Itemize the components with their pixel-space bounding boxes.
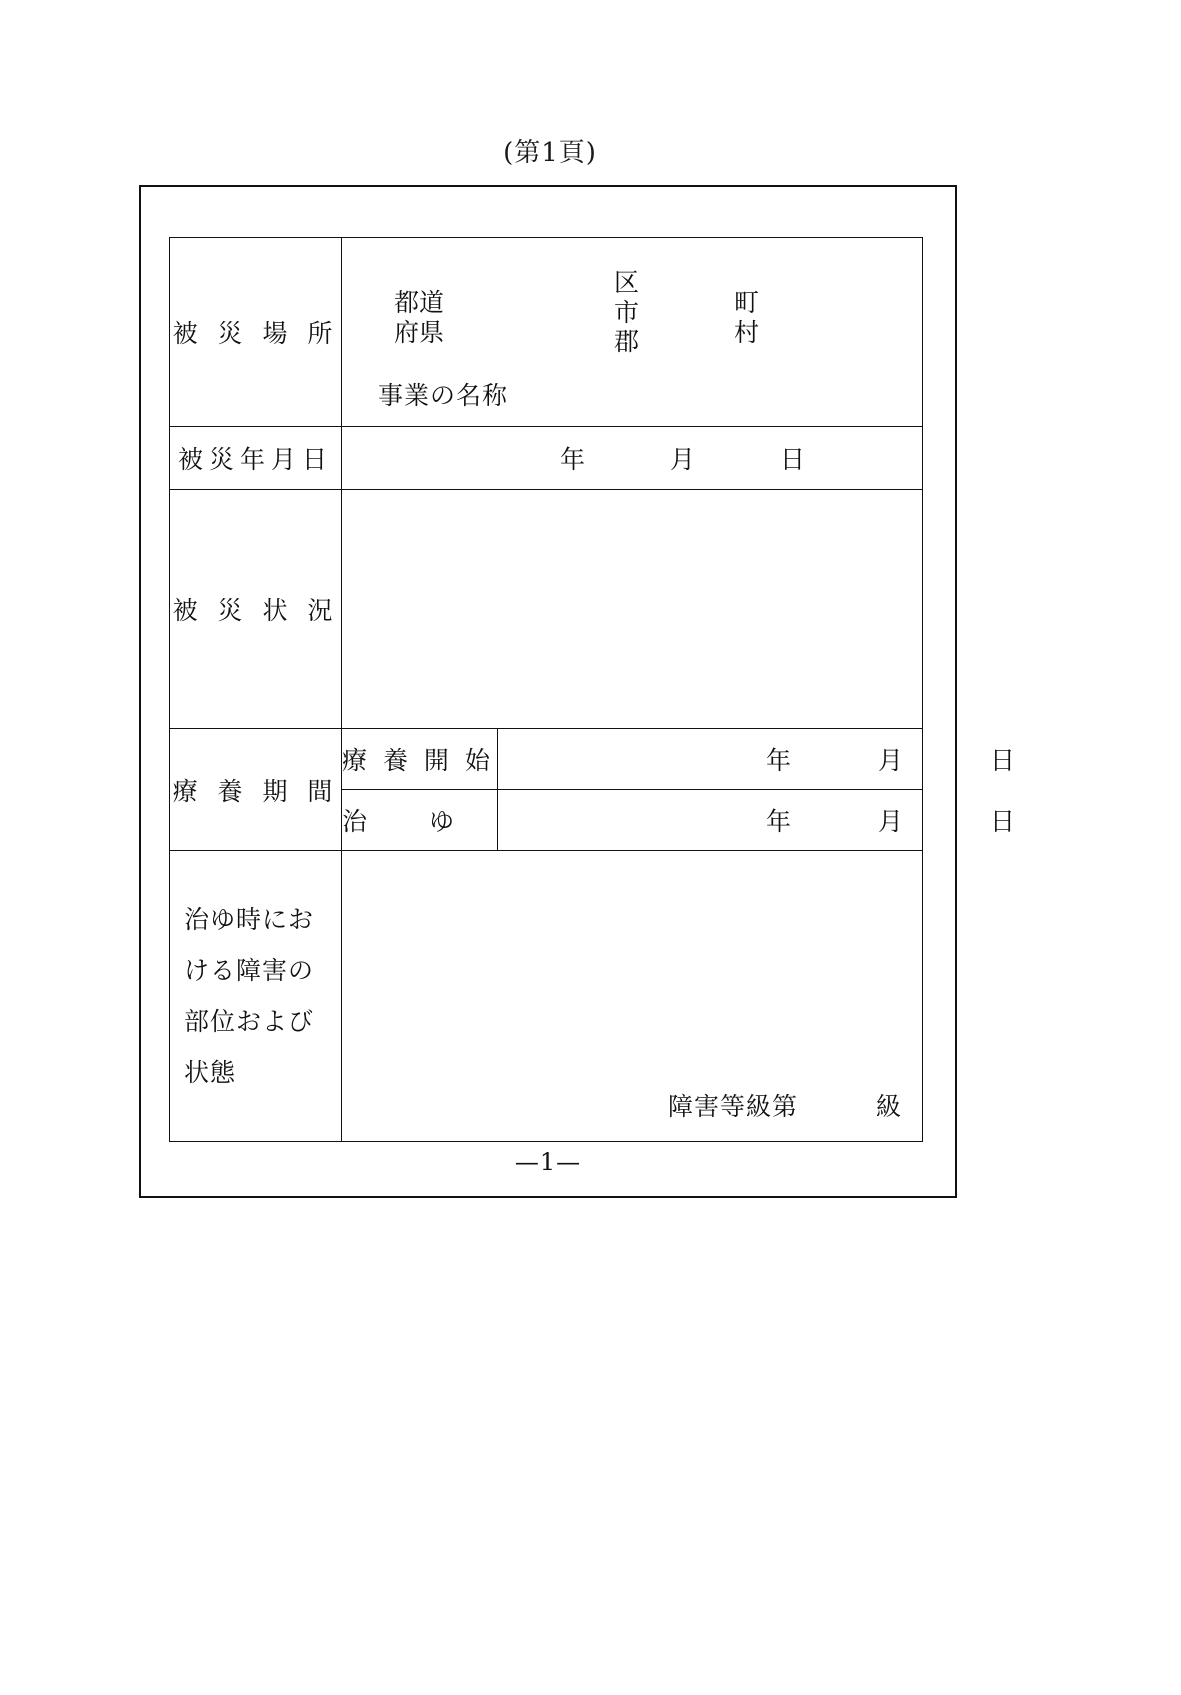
label-accident-circumstances: 被 災 状 況 [170,490,342,729]
document-frame [139,185,1016,1198]
cured-day-unit: 日 [990,807,1016,836]
address-town: 町 [734,288,760,317]
label-business-name: 事業の名称 [378,381,509,410]
address-village: 村 [734,317,760,347]
accident-date-month-unit: 月 [670,445,696,474]
label-cured-char-1: 治 [342,807,368,836]
label-disability-detail [170,851,342,1142]
address-county: 郡 [614,327,640,356]
label-disability-detail-line-4: 状態 [184,1058,237,1088]
address-prefecture-line-2: 府県 [394,317,445,347]
address-ward-city-county-stack [614,268,639,357]
address-prefecture-stack [394,288,444,347]
treatment-start-day-unit: 日 [990,746,1016,775]
page-footer [141,1148,955,1176]
label-accident-date: 被災年月日 [170,427,342,490]
field-disability-detail[interactable] [342,851,923,1142]
accident-date-year-unit: 年 [560,445,586,474]
field-accident-circumstances[interactable] [342,490,923,729]
table-row-accident-date [170,427,923,490]
address-ward: 区 [614,268,640,297]
page-header [140,132,960,169]
field-treatment-start-date[interactable] [498,729,1016,790]
label-accident-place: 被 災 場 所 [170,238,342,427]
field-accident-place[interactable] [342,238,923,427]
table-row-treatment-start [170,729,923,790]
label-disability-detail-line-2: ける障害の [184,955,315,985]
accident-date-day-unit: 日 [780,445,806,474]
address-city: 市 [614,297,640,327]
treatment-start-year-unit: 年 [766,746,792,775]
label-disability-detail-line-3: 部位および [184,1007,315,1036]
label-treatment-start: 療 養 開 始 [342,729,498,790]
table-row-accident-circumstances [170,490,923,729]
field-accident-date[interactable] [342,427,923,490]
label-cured [342,790,498,851]
claim-form-table [169,237,1016,1142]
label-disability-detail-line-1: 治ゆ時にお [184,904,315,934]
label-treatment-period: 療 養 期 間 [170,729,342,851]
address-line [342,266,922,376]
table-row-disability-detail [170,851,923,1142]
field-cured-date[interactable] [498,790,1016,851]
treatment-start-month-unit: 月 [878,746,904,775]
label-disability-grade: 障害等級第 級 [667,1092,902,1121]
address-town-village-stack [734,288,759,347]
cured-month-unit: 月 [878,807,904,836]
table-row-accident-place [170,238,923,427]
address-prefecture-line-1: 都道 [394,288,445,317]
label-cured-char-2: ゆ [428,807,454,836]
cured-year-unit: 年 [766,807,792,836]
page-footer-text: —1— [514,1148,582,1176]
page-header-text: (第1頁) [503,138,597,168]
